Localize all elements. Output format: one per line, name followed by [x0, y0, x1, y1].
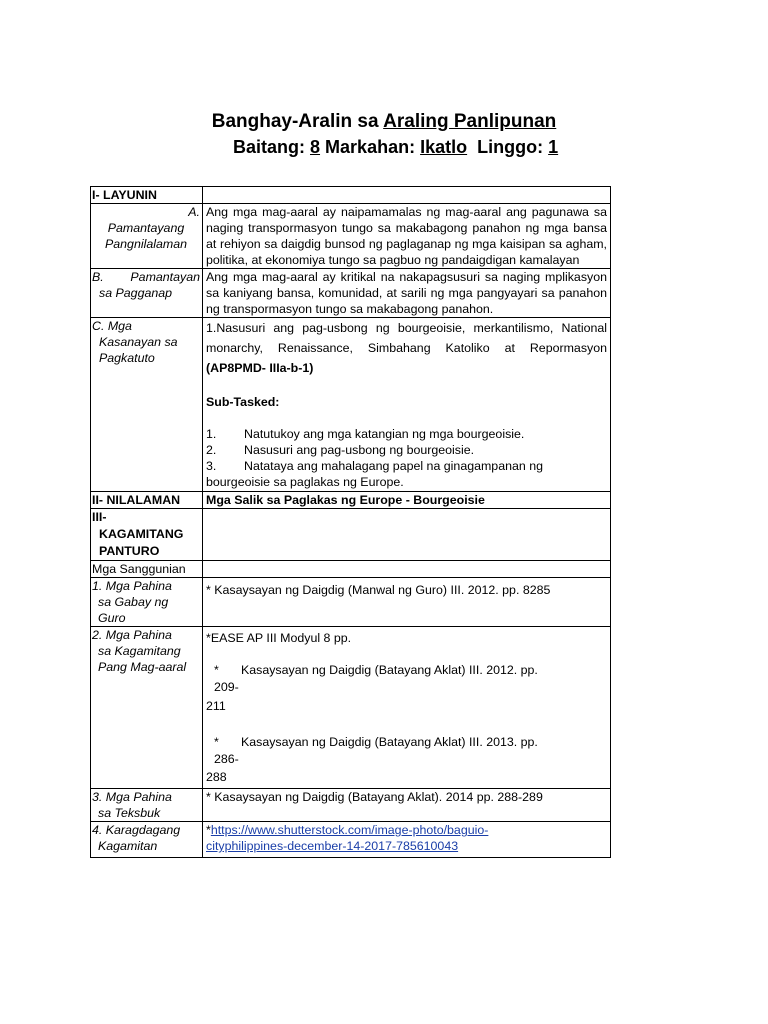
label-line: 1. Mga Pahina	[92, 579, 172, 593]
document-subtitle	[233, 137, 558, 158]
kasanayan-objective	[206, 318, 607, 378]
markahan-label: Markahan:	[325, 137, 416, 157]
competency-code: (AP8PMD- IIIa-b-1)	[206, 361, 314, 375]
resource-link-continued[interactable]: cityphilippines-december-14-2017-785610043	[206, 839, 459, 853]
layunin-content	[203, 187, 611, 204]
teksbuk-label	[91, 789, 203, 822]
document-title	[0, 111, 768, 133]
baitang-label: Baitang:	[233, 137, 305, 157]
link-line	[206, 838, 607, 854]
lesson-plan-table	[90, 186, 611, 858]
subtask-number: 2.	[206, 443, 217, 457]
reference-pages: 286-	[214, 752, 239, 766]
label-line: Pangnilalaman	[105, 237, 187, 251]
kagamitang-panturo-content	[203, 509, 611, 561]
title-prefix: Banghay-Aralin sa	[211, 111, 379, 132]
table-row-layunin	[91, 187, 611, 204]
subtask-item	[206, 458, 607, 490]
reference-item	[206, 734, 607, 750]
subtask-number: 3.	[206, 459, 217, 473]
reference-pages: 288	[206, 770, 227, 784]
kasanayan-label	[91, 318, 203, 492]
reference-pages: 211	[206, 699, 226, 713]
teksbuk-text: * Kasaysayan ng Daigdig (Batayang Aklat). 2014 pp. 288-289	[203, 789, 611, 822]
label-line: sa Teksbuk	[98, 806, 161, 820]
layunin-label: I- LAYUNIN	[91, 187, 203, 204]
kagamitang-mag-aaral-label	[91, 627, 203, 789]
nilalaman-label: II- NILALAMAN	[91, 492, 203, 509]
label-line: sa Gabay ng	[98, 595, 169, 609]
subtask-item	[206, 442, 607, 458]
kagamitang-mag-aaral-content	[203, 627, 611, 789]
table-row-kagamitang-panturo	[91, 509, 611, 561]
bullet: *	[214, 735, 219, 749]
table-row-nilalaman	[91, 492, 611, 509]
spacer	[206, 716, 607, 734]
spacer	[206, 648, 607, 662]
gabay-ng-guro-label	[91, 578, 203, 627]
table-row-kasanayan	[91, 318, 611, 492]
nilalaman-text: Mga Salik sa Paglakas ng Europe - Bourgeoisie	[203, 492, 611, 509]
label-line: 4. Karagdagang	[92, 823, 181, 837]
label-line: sa Pagganap	[99, 286, 173, 300]
label-line: Pagkatuto	[99, 351, 155, 365]
table-row-sanggunian	[91, 561, 611, 578]
table-row-pamantayan-sa-pagganap	[91, 269, 611, 318]
table-row-teksbuk	[91, 789, 611, 822]
link-line	[206, 822, 607, 838]
reference-text: Kasaysayan ng Daigdig (Batayang Aklat) III. 2013. pp.	[241, 735, 538, 749]
pamantayang-pangnilalaman-label	[91, 204, 203, 269]
label-line: III-	[92, 510, 107, 524]
label-line: sa Kagamitang	[98, 644, 181, 658]
label-line: C. Mga	[92, 319, 132, 333]
label-letter: B.	[92, 270, 104, 284]
reference-pages: 209-	[214, 680, 239, 694]
subtask-text: Natutukoy ang mga katangian ng mga bourgeoisie.	[244, 427, 525, 441]
objective-text: 1.Nasusuri ang pag-usbong ng bourgeoisie, merkantilismo, National monarchy, Renaissance, Simbahang Katoliko at Repormasyon	[206, 321, 607, 355]
linggo-value: 1	[548, 137, 559, 157]
label-line	[92, 269, 200, 285]
pamantayan-sa-pagganap-label	[91, 269, 203, 318]
label-line: Kasanayan sa	[99, 335, 178, 349]
subtasked-heading: Sub-Tasked:	[206, 395, 280, 409]
table-row-kagamitang-mag-aaral	[91, 627, 611, 789]
sanggunian-content	[203, 561, 611, 578]
title-subject: Araling Panlipunan	[383, 111, 557, 132]
label-line: Pang Mag-aaral	[98, 660, 187, 674]
subtask-text: Nasusuri ang pag-usbong ng bourgeoisie.	[244, 443, 475, 457]
gabay-ng-guro-text: * Kasaysayan ng Daigdig (Manwal ng Guro) III. 2012. pp. 8285	[203, 578, 611, 627]
spacer	[206, 410, 607, 426]
reference-item: *EASE AP III Modyul 8 pp.	[206, 631, 352, 645]
pamantayan-sa-pagganap-text: Ang mga mag-aaral ay kritikal na nakapagsusuri sa naging mplikasyon sa kaniyang bansa, komunidad, at sarili ng mga pangyayari sa panahon ng transpormasyon tungo sa makabagong panahon.	[203, 269, 611, 318]
label-line: 3. Mga Pahina	[92, 790, 172, 804]
reference-item	[206, 662, 607, 678]
spacer	[206, 378, 607, 394]
kasanayan-content	[203, 318, 611, 492]
label-line: Guro	[98, 611, 126, 625]
label-line: KAGAMITANG	[99, 527, 184, 541]
resource-link[interactable]: https://www.shutterstock.com/image-photo/baguio-	[210, 823, 489, 837]
reference-text: Kasaysayan ng Daigdig (Batayang Aklat) III. 2012. pp.	[241, 663, 538, 677]
label-line: Pamantayang	[107, 221, 185, 235]
baitang-value: 8	[310, 137, 321, 157]
markahan-value: Ikatlo	[420, 137, 468, 157]
label-line: PANTURO	[99, 544, 160, 558]
label-line: 2. Mga Pahina	[92, 628, 172, 642]
subtask-item	[206, 426, 607, 442]
table-row-karagdagang-kagamitan	[91, 822, 611, 858]
bullet: *	[214, 663, 219, 677]
label-letter: A.	[188, 205, 200, 219]
linggo-label: Linggo:	[477, 137, 544, 157]
karagdagang-kagamitan-label	[91, 822, 203, 858]
subtask-text: Natataya ang mahalagang papel na ginagampanan ng bourgeoisie sa paglakas ng Europe.	[206, 459, 543, 489]
pamantayang-pangnilalaman-text: Ang mga mag-aaral ay naipamamalas ng mag-aaral ang pagunawa sa naging transpormasyon tungo sa makabagong panahon ng mga bansa at rehiyon sa daigdig bunsod ng paglaganap ng mga kaisipan sa agham, politika, at ekonomiya tungo sa pagbuo ng pandaigdigan kamalayan	[203, 204, 611, 269]
sanggunian-label: Mga Sanggunian	[91, 561, 203, 578]
table-row-pamantayang-pangnilalaman	[91, 204, 611, 269]
subtask-number: 1.	[206, 427, 217, 441]
kagamitang-panturo-label	[91, 509, 203, 561]
bullet: *	[206, 823, 211, 837]
label-word: Pamantayan	[130, 270, 200, 284]
karagdagang-kagamitan-content	[203, 822, 611, 858]
table-row-gabay-ng-guro	[91, 578, 611, 627]
label-line: Kagamitan	[98, 839, 158, 853]
